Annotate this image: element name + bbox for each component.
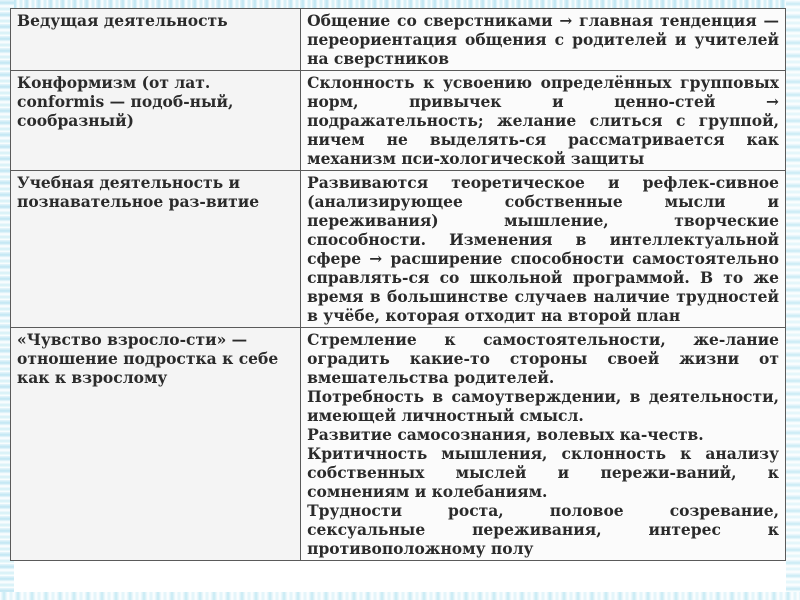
desc-paragraph: Критичность мышления, склонность к анализу собственных мыслей и пережи-ваний, к сомнениям и колебаниям. <box>307 444 779 501</box>
row-term-learning: Учебная деятельность и познавательное раз-витие <box>11 171 301 328</box>
table-row <box>11 9 786 71</box>
row-desc-learning <box>301 171 786 328</box>
row-term-adulthood-feeling: «Чувство взросло-сти» — отношение подростка к себе как к взрослому <box>11 328 301 561</box>
adolescence-table <box>10 8 786 561</box>
table-row <box>11 71 786 171</box>
table-row <box>11 171 786 328</box>
row-desc-adulthood-feeling <box>301 328 786 561</box>
desc-paragraph: Развиваются теоретическое и рефлек-сивное (анализирующее собственные мысли и переживания) мышление, творческие способности. Изменения в интеллектуальной сфере → расширение способности самостоятельно справлять-ся со школьной программой. В то же время в большинстве случаев наличие трудностей в учёбе, которая отходит на второй план <box>307 173 779 325</box>
row-desc-conformism <box>301 71 786 171</box>
desc-paragraph: Трудности роста, половое созревание, сексуальные переживания, интерес к противоположному полу <box>307 501 779 558</box>
desc-paragraph: Стремление к самостоятельности, же-лание оградить какие-то стороны своей жизни от вмешательства родителей. <box>307 330 779 387</box>
desc-paragraph: Общение со сверстниками → главная тенденция — переориентация общения с родителей и учителей на сверстников <box>307 11 779 68</box>
row-desc-leading-activity <box>301 9 786 71</box>
row-term-leading-activity: Ведущая деятельность <box>11 9 301 71</box>
desc-paragraph: Развитие самосознания, волевых ка-честв. <box>307 425 704 444</box>
desc-paragraph: Потребность в самоутверждении, в деятельности, имеющей личностный смысл. <box>307 387 779 425</box>
table-row <box>11 328 786 561</box>
table-container <box>10 8 786 596</box>
desc-paragraph: Склонность к усвоению определённых групповых норм, привычек и ценно-стей → подражательность; желание слиться с группой, ничем не выделять-ся рассматривается как механизм пси-хологической защиты <box>307 73 779 168</box>
row-term-conformism: Конформизм (от лат. conformis — подоб-ный, сообразный) <box>11 71 301 171</box>
sparkle-border-right <box>786 0 800 600</box>
